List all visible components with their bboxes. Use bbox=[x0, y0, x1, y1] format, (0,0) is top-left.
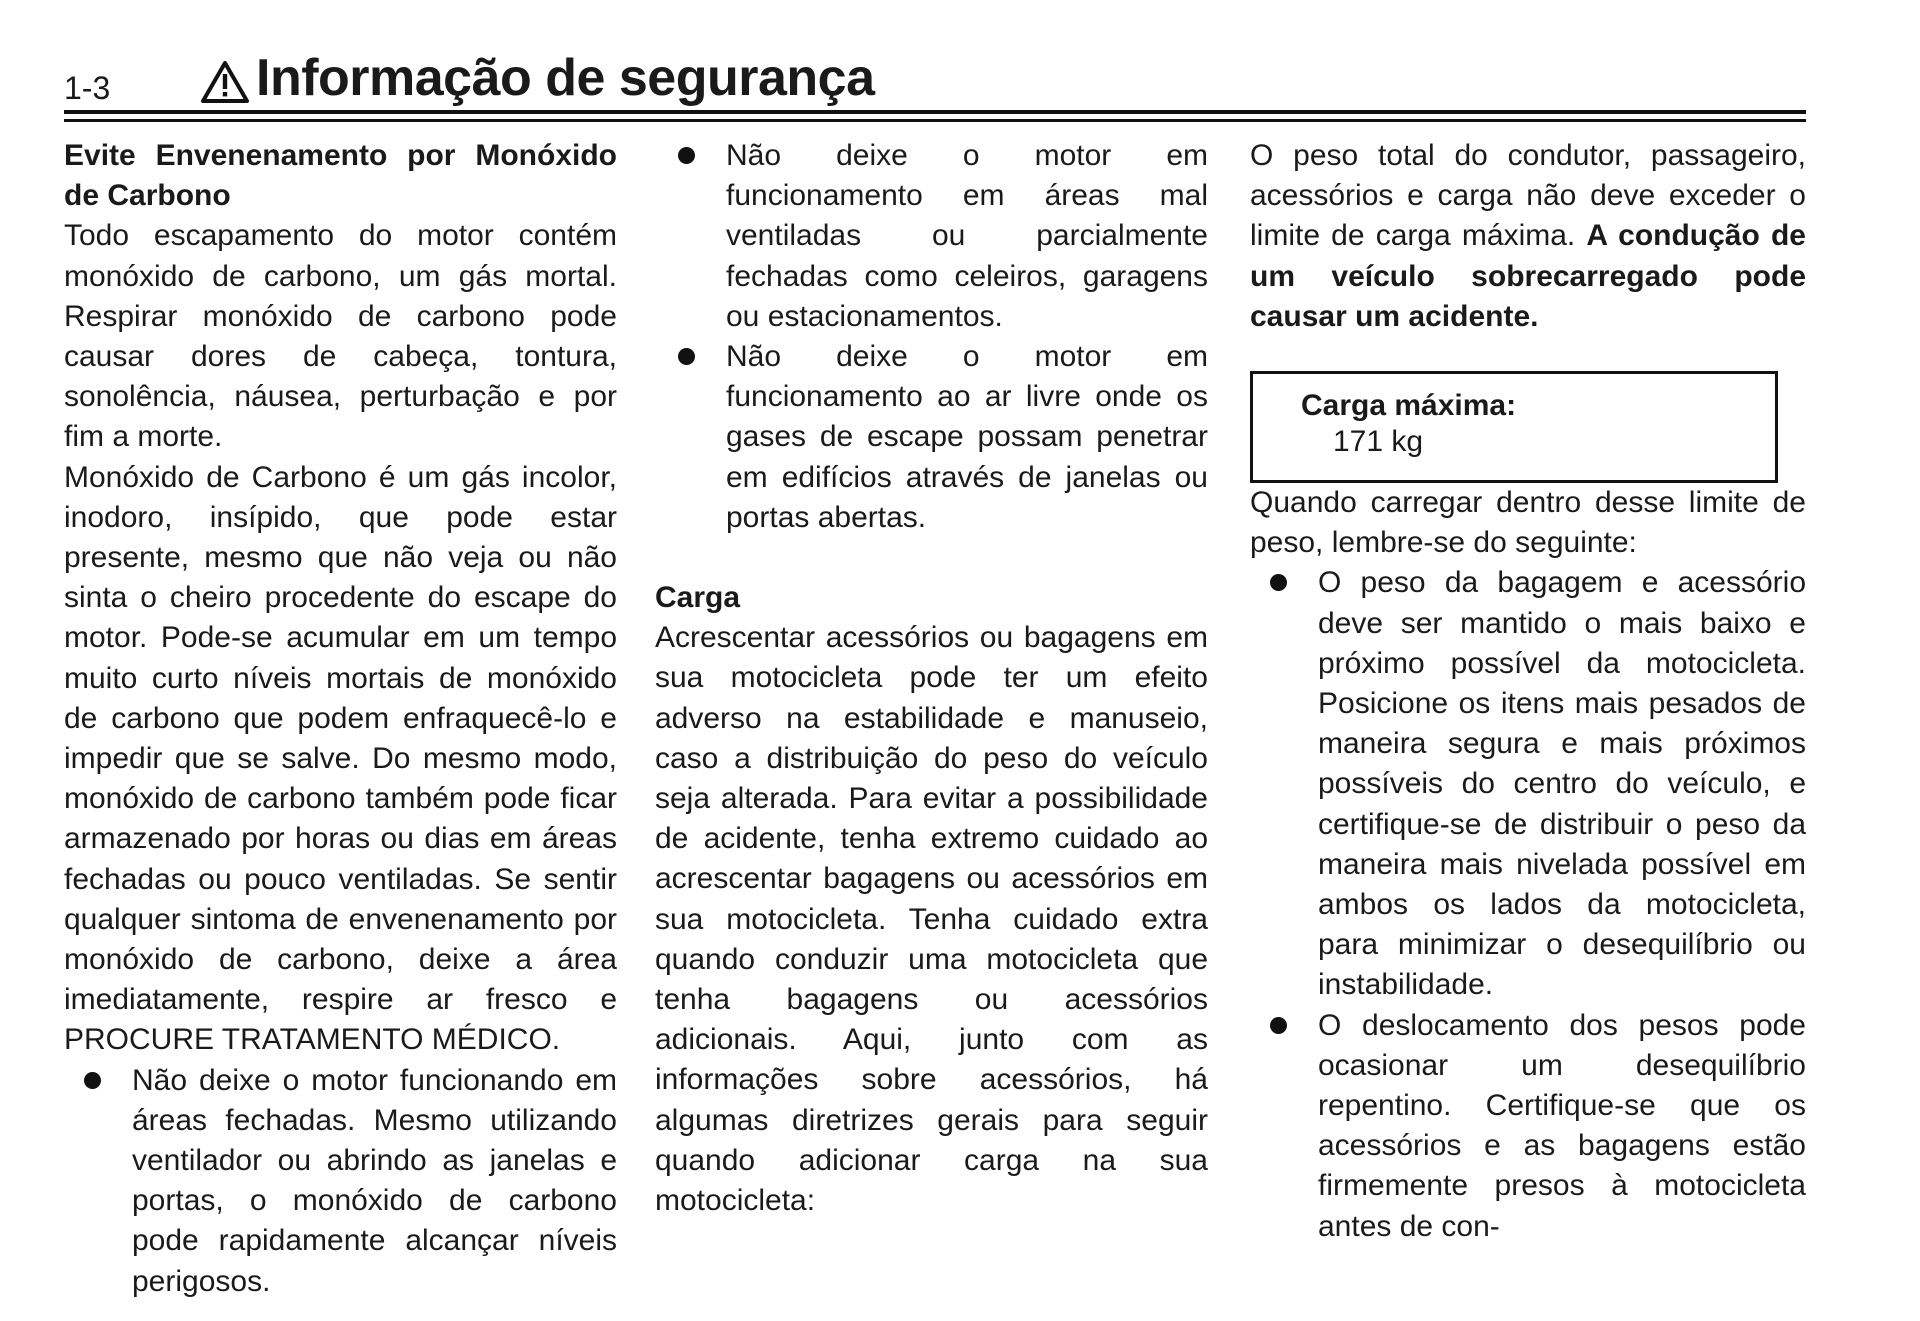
page-title: Informação de segurança bbox=[256, 49, 875, 107]
bullet-item bbox=[655, 136, 1208, 337]
max-load-box bbox=[1250, 371, 1778, 483]
header-rule bbox=[64, 110, 1806, 122]
column-3 bbox=[1250, 136, 1806, 1247]
paragraph: Quando carregar dentro desse limite de peso, lembre-se do seguinte: bbox=[1250, 486, 1806, 560]
section-heading-load: Carga bbox=[655, 581, 741, 615]
bullet-item bbox=[64, 1061, 617, 1302]
column-2 bbox=[655, 136, 1208, 1221]
column-1 bbox=[64, 136, 617, 1302]
bullet-list bbox=[1250, 563, 1806, 1246]
bullet-icon bbox=[678, 348, 695, 365]
bullet-item bbox=[655, 337, 1208, 538]
paragraph: Acrescentar acessórios ou bagagens em sua motocicleta pode ter um efeito adverso na estabilidade e manuseio, caso a distribuição do peso do veículo seja alterada. Para evitar a possibilidade de acidente, tenha extremo cuidado ao acrescentar bagagens ou acessórios em sua motocicleta. Tenha cuidado extra quando conduzir uma motocicleta que tenha bagagens ou acessórios adicionais. Aqui, junto com as informações sobre acessórios, há algumas diretrizes gerais para seguir quando adicionar carga na sua motocicleta: bbox=[655, 621, 1208, 1218]
bullet-text: Não deixe o motor funcionando em áreas fechadas. Mesmo utilizando ventilador ou abrindo as janelas e portas, o monóxido de carbono pode rapidamente alcançar níveis perigosos. bbox=[132, 1063, 617, 1298]
paragraph bbox=[1250, 136, 1806, 337]
bullet-list bbox=[655, 136, 1208, 538]
paragraph-text: O peso total do condutor, passageiro, acessórios e carga não deve exceder o limite de carga máxima. bbox=[1250, 139, 1806, 253]
warning-triangle-icon bbox=[200, 60, 250, 104]
max-load-label: Carga máxima: bbox=[1301, 389, 1517, 423]
bullet-icon bbox=[678, 147, 695, 164]
bullet-item bbox=[1250, 1006, 1806, 1247]
page-header bbox=[64, 42, 1806, 122]
paragraph: Monóxido de Carbono é um gás incolor, inodoro, insípido, que pode estar presente, mesmo que não veja ou não sinta o cheiro procedente do escape do motor. Pode-se acumular em um tempo muito curto níveis mortais de monóxido de carbono que podem enfraquecê-lo e impedir que se salve. Do mesmo modo, monóxido de carbono também pode ficar armazenado por horas ou dias em áreas fechadas ou pouco ventiladas. Se sentir qualquer sintoma de envenenamento por monóxido de carbono, deixe a área imediatamente, respire ar fresco e PROCURE TRATAMENTO MÉDICO. bbox=[64, 460, 617, 1057]
bullet-text: O deslocamento dos pesos pode ocasionar um desequilíbrio repentino. Certifique-se que os acessórios e as bagagens estão firmemente presos à motocicleta antes de con- bbox=[1318, 1008, 1806, 1243]
bullet-icon bbox=[84, 1072, 101, 1089]
page-number: 1-3 bbox=[64, 70, 111, 106]
max-load-value: 171 kg bbox=[1333, 425, 1424, 459]
spacer bbox=[655, 538, 1208, 578]
bullet-item bbox=[1250, 563, 1806, 1005]
bullet-text: O peso da bagagem e acessório deve ser mantido o mais baixo e próximo possível da motocicleta. Posicione os itens mais pesados de maneira segura e mais próximos possíveis do centro do veículo, e certifique-se de distribuir o peso da maneira mais nivelada possível em ambos os lados da motocicleta, para minimizar o desequilíbrio ou instabilidade. bbox=[1318, 566, 1806, 1002]
bullet-text: Não deixe o motor em funcionamento em áreas mal ventiladas ou parcialmente fechadas como celeiros, garagens ou estacionamentos. bbox=[726, 139, 1208, 333]
bullet-text: Não deixe o motor em funcionamento ao ar livre onde os gases de escape possam penetrar em edifícios através de janelas ou portas abertas. bbox=[726, 340, 1208, 534]
section-heading-carbon-monoxide: Evite Envenenamento por Monóxido de Carbono bbox=[64, 139, 617, 213]
paragraph: Todo escapamento do motor contém monóxido de carbono, um gás mortal. Respirar monóxido de carbono pode causar dores de cabeça, tontura, sonolência, náusea, perturbação e por fim a morte. bbox=[64, 219, 617, 454]
bullet-icon bbox=[1270, 1017, 1287, 1034]
bullet-list bbox=[64, 1061, 617, 1302]
warning-emphasis: A condução de um veículo sobrecarregado pode causar um acidente. bbox=[1250, 219, 1806, 333]
bullet-icon bbox=[1270, 574, 1287, 591]
